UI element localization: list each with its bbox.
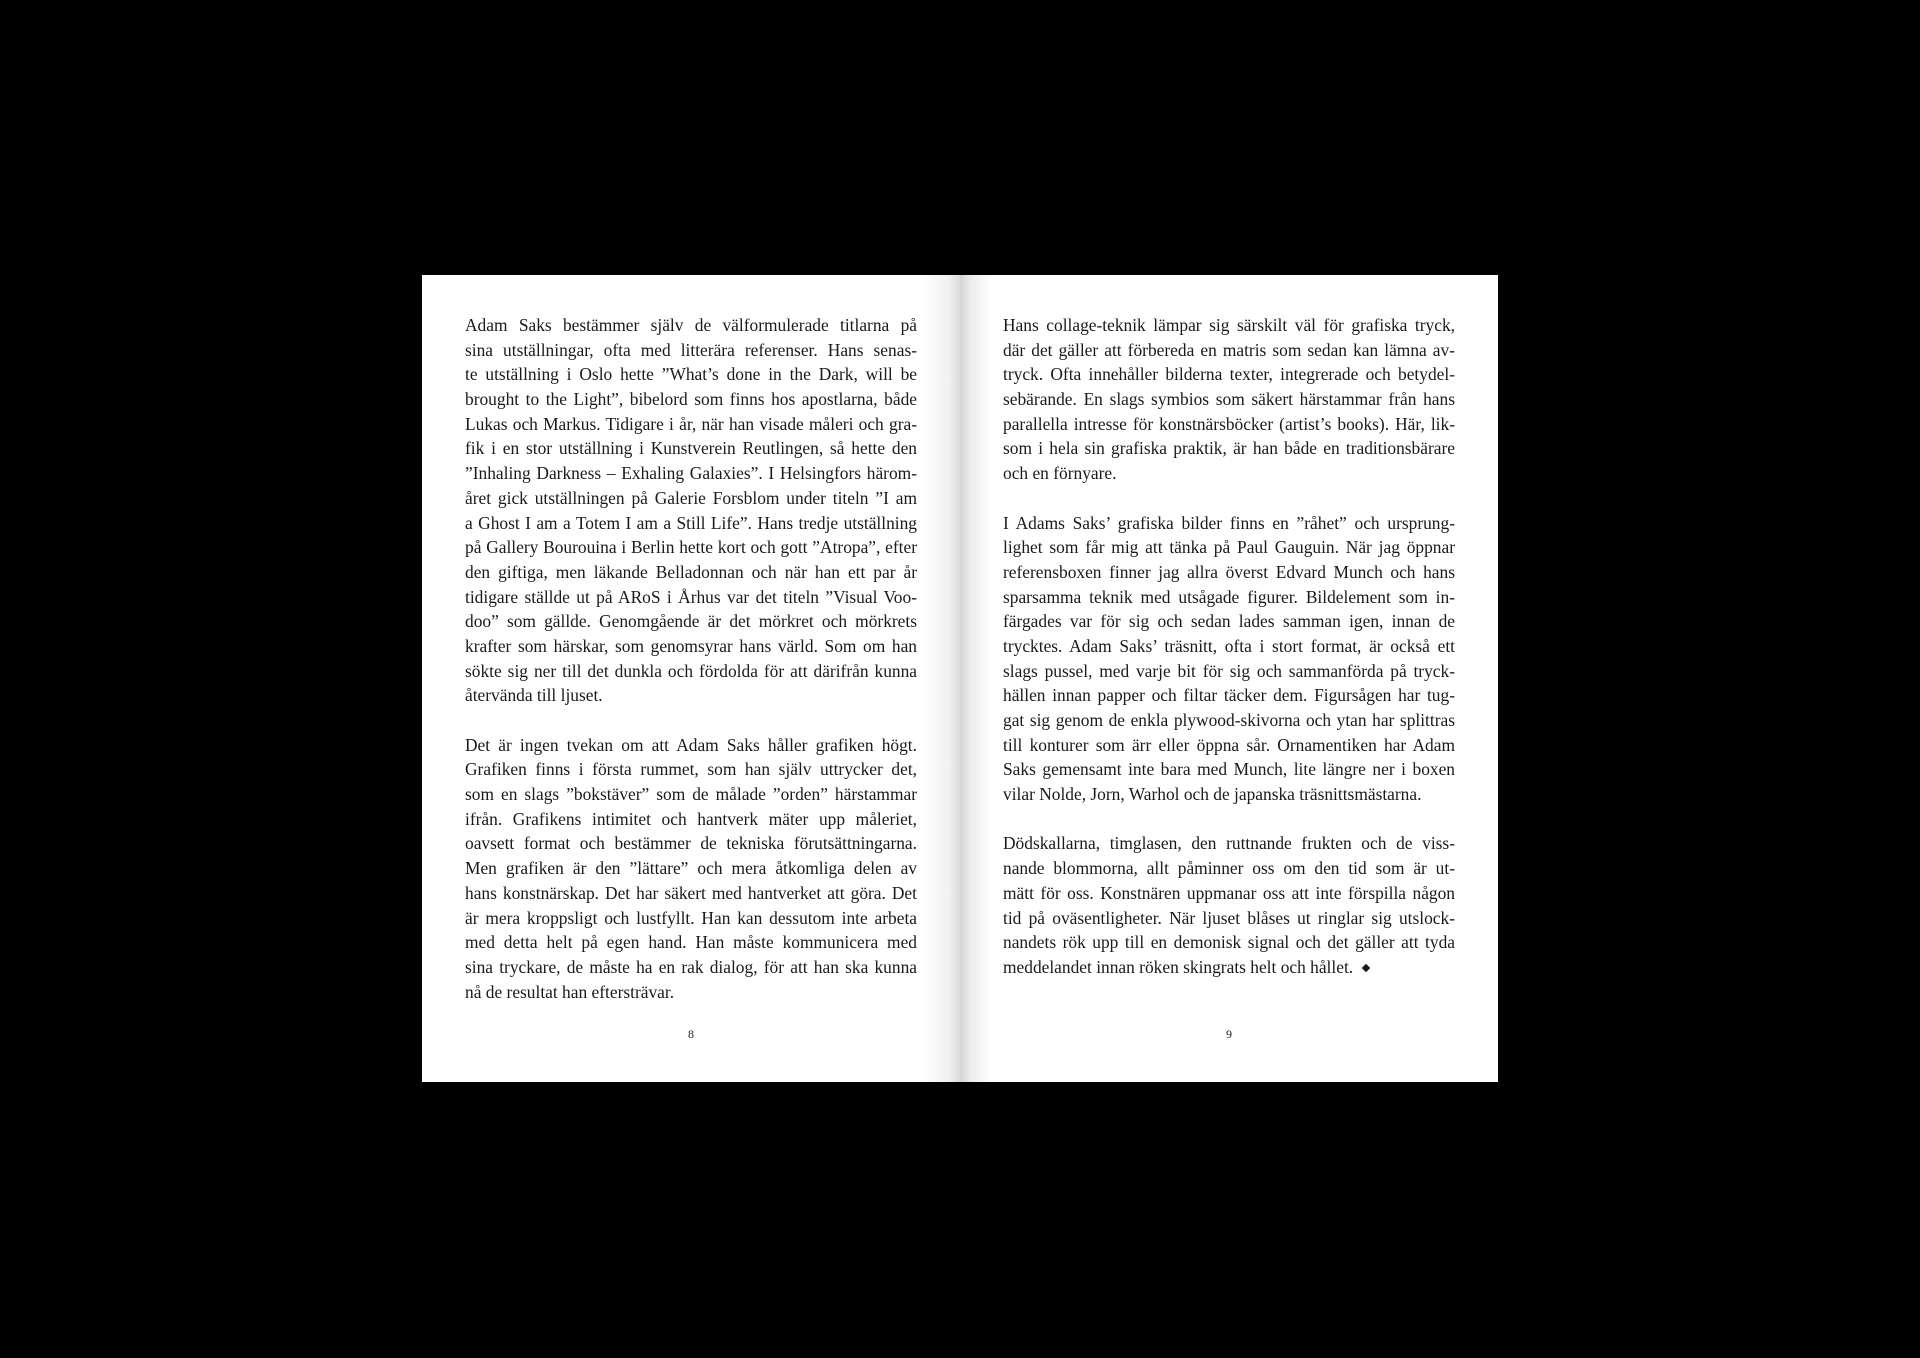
text-line: året gick utställningen på Galerie Forsblom under titeln ”I am (465, 487, 917, 508)
text-line: Saks gemensamt inte bara med Munch, lite längre ner i boxen (1003, 759, 1455, 780)
text-line: Lukas och Markus. Tidigare i år, när han visade måleri och gra- (465, 413, 917, 434)
text-line: Adam Saks bestämmer själv de välformulerade titlarna på (465, 315, 917, 335)
text-line: a Ghost I am a Totem I am a Still Life”. Hans tredje utställning (465, 512, 917, 533)
text-line: sökte sig ner till det dunkla och fördolda för att därifrån kunna (465, 660, 917, 681)
text-line: doo” som gällde. Genomgående är det mörkret och mörkrets (465, 611, 917, 632)
text-line: sebärande. En slags symbios som säkert härstammar från hans (1003, 389, 1455, 410)
text-line: med detta helt på egen hand. Han måste kommunicera med (465, 932, 917, 953)
paragraph (465, 733, 917, 1005)
text-line: sina utställningar, ofta med litterära referenser. Hans senas- (465, 339, 917, 360)
paragraph (1003, 313, 1455, 486)
text-line: te utställning i Oslo hette ”What’s done in the Dark, will be (465, 364, 917, 385)
text-line: hällen innan papper och filtar täcker dem. Figursågen har tug- (1003, 685, 1455, 706)
text-line: som i hela sin grafiska praktik, är han både en traditionsbärare (1003, 438, 1455, 459)
paragraph (465, 313, 917, 708)
text-line: sparsamma teknik med utsågade figurer. Bildelement som in- (1003, 586, 1455, 607)
text-line: Men grafiken är den ”lättare” och mera åtkomliga delen av (465, 858, 917, 879)
text-line: referensboxen finner jag allra överst Edvard Munch och hans (1003, 561, 1455, 582)
paragraph-gap (1003, 807, 1455, 832)
diamond-icon (1362, 964, 1370, 972)
text-line: sina tryckare, de måste ha en rak dialog, för att han ska kunna (465, 956, 917, 977)
text-line: till konturer som ärr eller öppna sår. Ornamentiken har Adam (1003, 734, 1455, 755)
text-line: trycktes. Adam Saks’ träsnitt, ofta i stort format, är också ett (1003, 635, 1455, 656)
paragraph (1003, 511, 1455, 807)
paragraph-gap (1003, 486, 1455, 511)
text-line: gat sig genom de enkla plywood-skivorna och ytan har splittras (1003, 710, 1455, 730)
text-line: nande blommorna, allt påminner oss om den tid som är ut- (1003, 858, 1455, 879)
text-line: på Gallery Bourouina i Berlin hette kort och gott ”Atropa”, efter (465, 537, 917, 558)
text-line: och en förnyare. (1003, 463, 1117, 484)
text-line: är mera kroppsligt och lustfyllt. Han kan dessutom inte arbeta (465, 907, 917, 928)
text-line: krafter som härskar, som genomsyrar hans värld. Som om han (465, 635, 917, 656)
text-line: den giftiga, men läkande Belladonnan och när han ett par år (465, 561, 917, 582)
text-line: slags pussel, med varje bit för sig och sammanförda på tryck- (1003, 660, 1455, 681)
text-line: fik i en stor utställning i Kunstverein Reutlingen, så hette den (465, 438, 917, 459)
text-line: vilar Nolde, Jorn, Warhol och de japanska träsnittsmästarna. (1003, 784, 1422, 805)
text-line: Dödskallarna, timglasen, den ruttnande frukten och de viss- (1003, 833, 1455, 854)
text-line: parallella intresse för konstnärsböcker (artist’s books). Här, lik- (1003, 413, 1455, 434)
text-line: tryck. Ofta innehåller bilderna texter, integrerade och betydel- (1003, 364, 1455, 385)
text-line: nandets rök upp till en demonisk signal och det gäller att tyda (1003, 932, 1455, 953)
text-line: där det gäller att förbereda en matris som sedan kan lämna av- (1003, 339, 1455, 360)
text-line: Hans collage-teknik lämpar sig särskilt väl för grafiska tryck, (1003, 315, 1455, 335)
text-line: ”Inhaling Darkness – Exhaling Galaxies”. I Helsingfors härom- (465, 463, 917, 484)
page-number: 8 (688, 1027, 694, 1041)
text-line: tidigare ställde ut på ARoS i Århus var det titeln ”Visual Voo- (465, 586, 917, 607)
text-line: nå de resultat han eftersträvar. (465, 981, 675, 1002)
text-line: Grafiken finns i första rummet, som han själv uttrycker det, (465, 759, 917, 780)
text-line: återvända till ljuset. (465, 685, 603, 706)
left-page-text (465, 313, 917, 1004)
text-line: I Adams Saks’ grafiska bilder finns en ”råhet” och ursprung- (1003, 512, 1455, 533)
text-line-final (1003, 955, 1455, 980)
text-line: mätt för oss. Konstnären uppmanar oss att inte förspilla någon (1003, 882, 1455, 903)
text-line: Det är ingen tvekan om att Adam Saks håller grafiken högt. (465, 734, 917, 755)
text-line: oavsett format och bestämmer de tekniska förutsättningarna. (465, 833, 917, 854)
text-line: som en slags ”bokstäver” som de målade ”orden” härstammar (465, 784, 917, 805)
paragraph (1003, 831, 1455, 979)
book-spread (422, 275, 1498, 1082)
page-number: 9 (1226, 1027, 1232, 1041)
right-page (960, 275, 1498, 1082)
text-line: tid på oväsentligheter. När ljuset blåses ut ringlar sig utslock- (1003, 907, 1455, 928)
text-line-content: meddelandet innan röken skingrats helt och hållet. (1003, 956, 1354, 977)
paragraph-gap (465, 708, 917, 733)
text-line: lighet som får mig att tänka på Paul Gauguin. När jag öppnar (1003, 537, 1455, 558)
text-line: färgades var för sig och sedan lades samman igen, innan de (1003, 611, 1455, 632)
text-line: ifrån. Grafikens intimitet och hantverk mäter upp måleriet, (465, 808, 917, 829)
text-line: hans konstnärskap. Det har säkert med hantverket att göra. Det (465, 882, 917, 903)
left-page (422, 275, 960, 1082)
right-page-text (1003, 313, 1455, 980)
text-line: brought to the Light”, bibelord som finns hos apostlarna, både (465, 389, 917, 410)
